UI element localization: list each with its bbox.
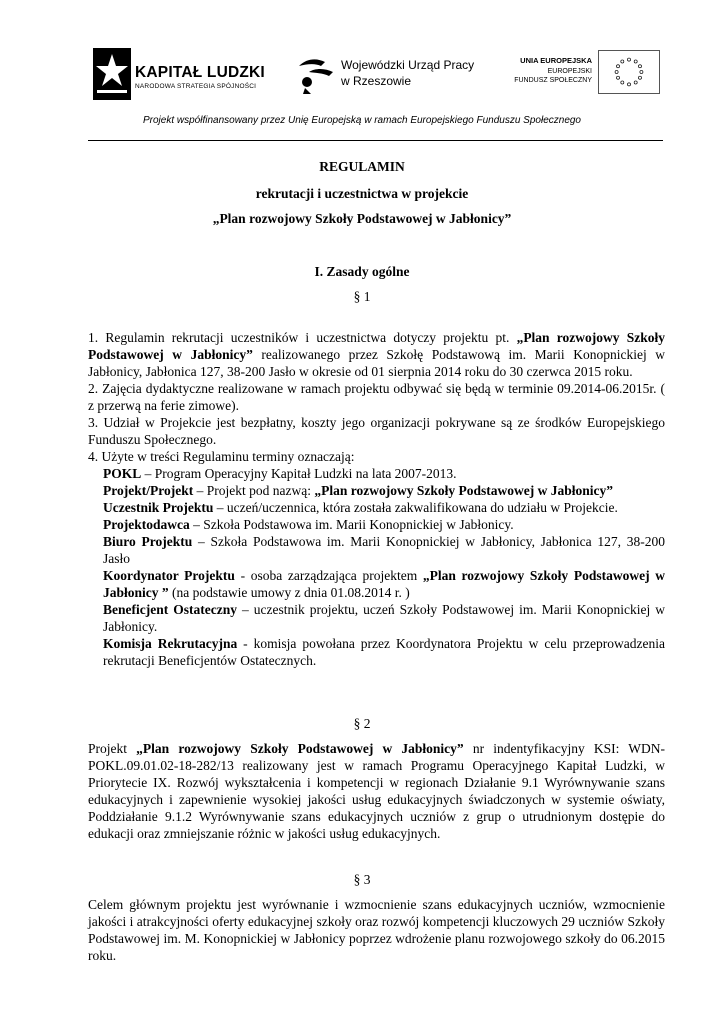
definition-text: – uczestnik projektu, uczeń Szkoły Podstawowej im. Marii Konopnickiej w Jabłonicy. [103,602,665,634]
section3-text: Celem głównym projektu jest wyrównanie i wzmocnienie szans edukacyjnych uczniów, wzmocnienie jakości i atrakcyjności oferty edukacyjnej szkoły oraz rozwój kompetencji kluczowych 29 uczniów Szkoły Podstawowej im. M. Konopnickiej w Jabłonicy poprzez wdrożenie planu rozwojowego szkoły do 06.2015 roku. [88,897,665,963]
definition-text: – Program Operacyjny Kapitał Ludzki na lata 2007-2013. [141,466,457,481]
clause-1-project: „Plan rozwojowy Szkoły Podstawowej w Jabłonicy” [88,330,665,362]
clause-1-rest: realizowanego przez Szkołę Podstawową im. Marii Konopnickiej w Jabłonicy, Jabłonica 127, 38-200 Jasło w okresie od 01 sierpnia 2014 roku do 30 czerwca 2015 roku. [88,347,665,379]
clause-4: 4. Użyte w treści Regulaminu terminy oznaczają: [88,449,355,464]
section1-heading: I. Zasady ogólne [314,264,410,279]
wup-line2: w Rzeszowie [341,74,412,88]
definition-term: Komisja Rekrutacyjna [103,636,238,651]
definition-item [103,516,665,533]
eu-line1: UNIA EUROPEJSKA [520,56,592,65]
clause-2: 2. Zajęcia dydaktyczne realizowane w ramach projektu odbywać się będą w terminie 09.2014-06.2015r. ( z przerwą na ferie zimowe). [88,381,665,413]
wup-bird-icon [295,52,337,96]
definition-item [103,635,665,669]
eu-line2: EUROPEJSKI [547,68,592,75]
definition-item [103,482,665,499]
section2-project: „Plan rozwojowy Szkoły Podstawowej w Jabłonicy” [136,741,464,756]
definition-item [103,499,665,516]
kapital-ludzki-subtitle: NARODOWA STRATEGIA SPÓJNOŚCI [135,83,257,90]
section1-body [88,329,665,669]
project-name: „Plan rozwojowy Szkoły Podstawowej w Jabłonicy” [212,211,512,226]
definition-text: - komisja powołana przez Koordynatora Projektu w celu przeprowadzenia rekrutacji Beneficjentów Ostatecznych. [103,636,665,668]
paragraph-3-mark: § 3 [353,872,371,887]
section2-body [88,740,665,842]
eu-flag-icon [598,50,660,94]
definition-text: – uczeń/uczennica, która została zakwalifikowana do udziału w Projekcie. [213,500,618,515]
definition-term: Biuro Projektu [103,534,193,549]
clause-1 [88,329,665,380]
paragraph-2-mark: § 2 [353,716,371,731]
definition-text: – Szkoła Podstawowa im. Marii Konopnickiej w Jabłonicy, Jabłonica 127, 38-200 Jasło [103,534,665,566]
definition-term: Beneficjent Ostateczny [103,602,237,617]
header-divider [88,140,663,141]
definition-text: – Projekt pod nazwą: [193,483,315,498]
doc-title: REGULAMIN [319,159,405,174]
section2-text [88,740,665,842]
definition-term: Projekt/Projekt [103,483,194,498]
definition-item [103,533,665,567]
definition-text: – Szkoła Podstawowa im. Marii Konopnickiej w Jabłonicy. [189,517,514,532]
eu-logo [500,48,660,98]
kapital-ludzki-title: KAPITAŁ LUDZKI [135,64,265,81]
clause-1-text: 1. Regulamin rekrutacji uczestników i uczestnictwa dotyczy projektu pt. [88,330,517,345]
definition-item [103,465,665,482]
eu-line3: FUNDUSZ SPOŁECZNY [514,77,592,84]
section3-body [88,896,665,964]
definition-term: Projektodawca [103,517,190,532]
definition-term: Uczestnik Projektu [103,500,214,515]
section2-rest: nr indentyfikacyjny KSI: WDN-POKL.09.01.02-18-282/13 realizowany jest w ramach Programu Operacyjnego Kapitał Ludzki, w Priorytecie IX. Rozwój wykształcenia i kompetencji w regionach Działanie 9.1 Wyrównywanie szans edukacyjnych i zapewnienie wysokiej jakości usług edukacyjnych świadczonych w systemie oświaty, Poddziałanie 9.1.2 Wyrównywanie szans edukacyjnych uczniów z grup o utrudnionym dostępie do edukacji oraz zmniejszanie różnic w jakości usług edukacyjnych. [88,741,666,841]
section2-lead: Projekt [88,741,137,756]
cofinancing-note: Projekt współfinansowany przez Unię Europejską w ramach Europejskiego Funduszu Społecznego [142,115,581,126]
definition-project: „Plan rozwojowy Szkoły Podstawowej w Jabłonicy” [314,483,613,498]
definition-item [103,601,665,635]
wup-logo [295,52,475,96]
definition-tail: (na podstawie umowy z dnia 01.08.2014 r. ) [168,585,410,600]
definition-term: Koordynator Projektu [103,568,235,583]
definition-project: „Plan rozwojowy Szkoły Podstawowej w Jabłonicy ” [103,568,665,600]
definition-text: - osoba zarządzająca projektem [234,568,423,583]
definition-term: POKL [103,466,142,481]
kapital-ludzki-logo [93,48,263,100]
clause-3: 3. Udział w Projekcie jest bezpłatny, koszty jego organizacji pokrywane są ze środków Europejskiego Funduszu Społecznego. [88,415,665,447]
kapital-ludzki-star-icon [93,48,131,100]
definition-item [103,567,665,601]
definitions-list [88,465,665,669]
paragraph-1-mark: § 1 [353,289,371,304]
doc-subtitle: rekrutacji i uczestnictwa w projekcie [255,186,469,201]
wup-line1: Wojewódzki Urząd Pracy [341,58,475,72]
